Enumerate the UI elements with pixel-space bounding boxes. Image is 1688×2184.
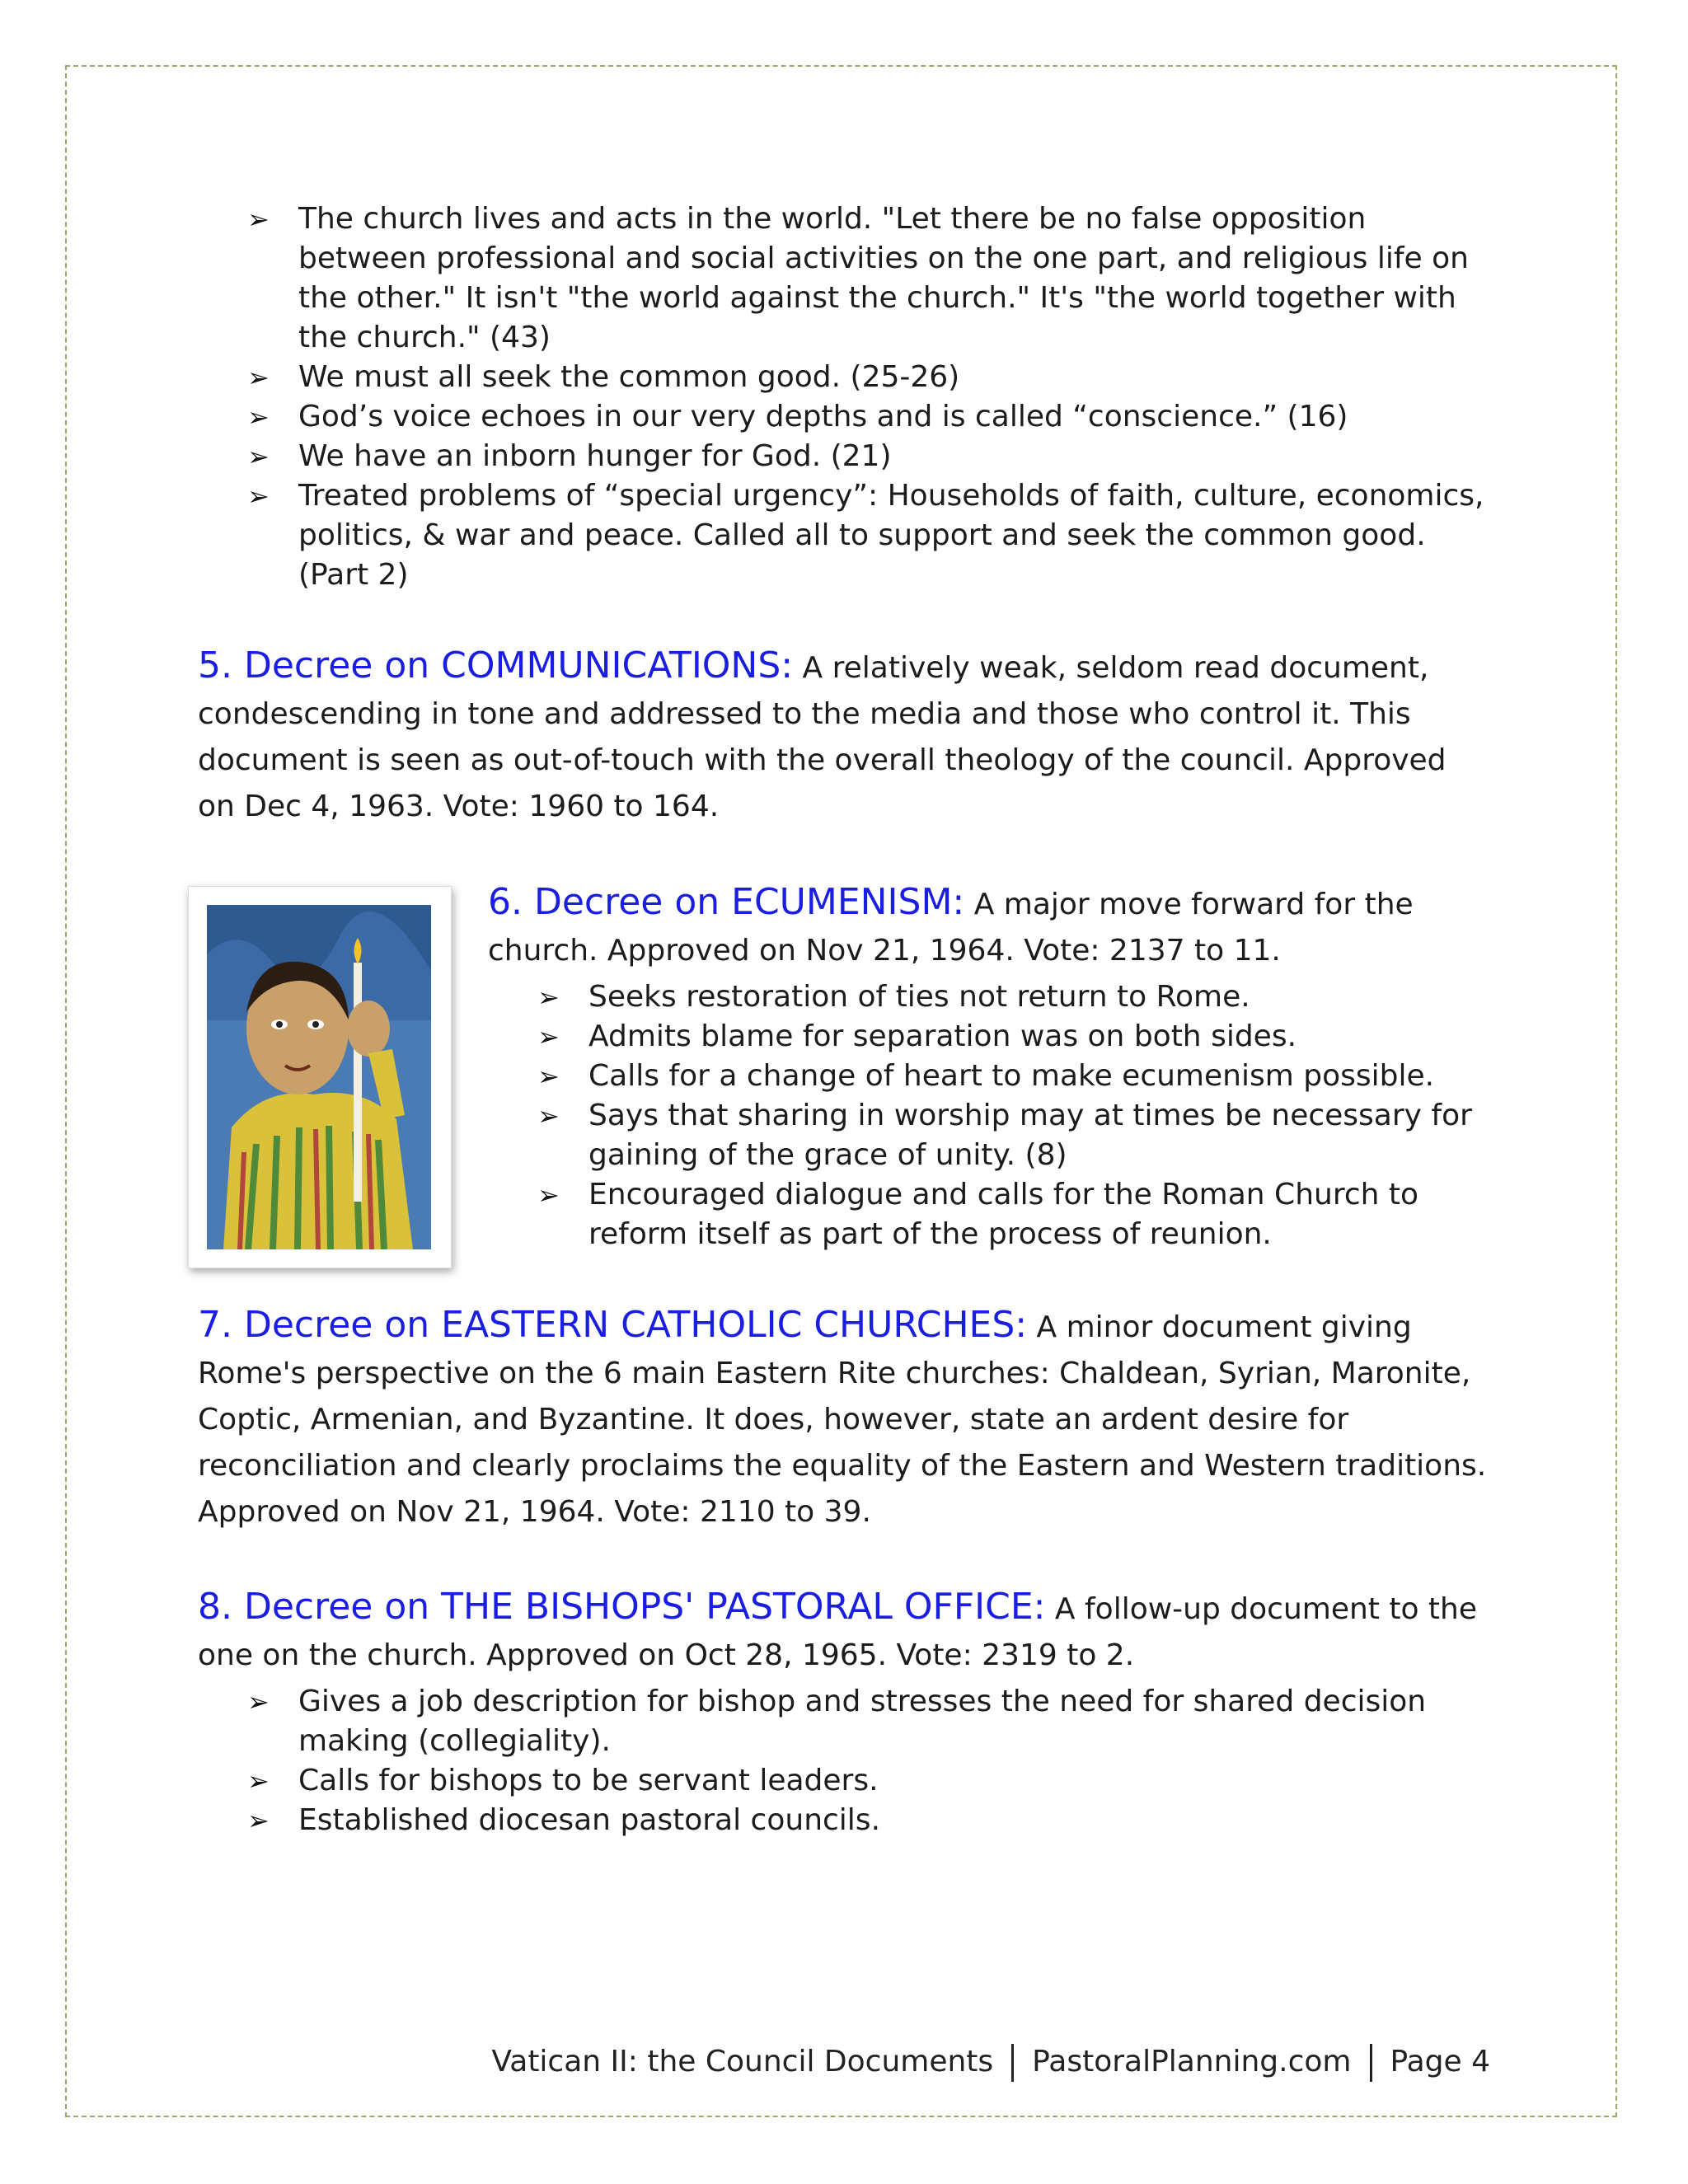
section-body: A minor document giving Rome's perspective on the 6 main Eastern Rite churches: Chaldean, Syrian, Maronite, Coptic, Armenian, and Byzantine. It does, however, state an ardent desire for reconciliation and clearly proclaims the equality of the Eastern and Western traditions. Approved on Nov 21, 1964. Vote: 2110 to 39. <box>198 1310 1487 1529</box>
list-item: ➢ Calls for a change of heart to make ecumenism possible. <box>488 1057 1492 1096</box>
section-eastern-churches <box>198 1302 1492 1535</box>
arrowhead-bullet-icon: ➢ <box>247 204 270 235</box>
list-item: ➢ Calls for bishops to be servant leaders. <box>198 1761 1492 1801</box>
arrowhead-bullet-icon: ➢ <box>537 1179 560 1211</box>
section-heading: 7. Decree on EASTERN CATHOLIC CHURCHES: <box>198 1304 1028 1346</box>
list-item: ➢ Treated problems of “special urgency”: Households of faith, culture, economics, politics, & war and peace. Called all to support and seek the common good. (Part 2) <box>198 476 1492 595</box>
page-footer <box>0 2044 1490 2082</box>
arrowhead-bullet-icon: ➢ <box>247 1686 270 1718</box>
arrowhead-bullet-icon: ➢ <box>247 480 270 512</box>
arrowhead-bullet-icon: ➢ <box>537 1100 560 1132</box>
section-heading: 6. Decree on ECUMENISM: <box>488 881 965 923</box>
list-item: ➢ The church lives and acts in the world. "Let there be no false opposition between professional and social activities on the one part, and religious life on the other." It isn't "the world against the church." It's "the world together with the church." (43) <box>198 199 1492 358</box>
footer-separator <box>1370 2044 1372 2082</box>
section-body: A relatively weak, seldom read document, condescending in tone and addressed to the media and those who control it. This document is seen as out-of-touch with the overall theology of the council. Approved on Dec 4, 1963. Vote: 1960 to 164. <box>198 651 1447 823</box>
footer-page-number: Page 4 <box>1390 2045 1490 2079</box>
list-item: ➢ Gives a job description for bishop and stresses the need for shared decision making (collegiality). <box>198 1682 1492 1761</box>
page-content <box>198 199 1492 1837</box>
list-item: ➢ Established diocesan pastoral councils. <box>198 1801 1492 1840</box>
list-item: ➢ God’s voice echoes in our very depths and is called “conscience.” (16) <box>198 397 1492 437</box>
bishops-bullet-list <box>198 1682 1492 1840</box>
arrowhead-bullet-icon: ➢ <box>247 362 270 393</box>
section-body: A follow-up document to the one on the church. Approved on Oct 28, 1965. Vote: 2319 to 2. <box>198 1592 1478 1672</box>
footer-separator <box>1011 2044 1014 2082</box>
section-ecumenism <box>198 879 1492 1254</box>
arrowhead-bullet-icon: ➢ <box>537 982 560 1013</box>
arrowhead-bullet-icon: ➢ <box>537 1061 560 1092</box>
section-heading: 5. Decree on COMMUNICATIONS: <box>198 644 794 687</box>
section-heading: 8. Decree on THE BISHOPS' PASTORAL OFFICE: <box>198 1586 1046 1628</box>
arrowhead-bullet-icon: ➢ <box>247 441 270 472</box>
list-item: ➢ Seeks restoration of ties not return to Rome. <box>488 977 1492 1017</box>
section-body: A major move forward for the church. Approved on Nov 21, 1964. Vote: 2137 to 11. <box>488 888 1414 968</box>
footer-doc-title: Vatican II: the Council Documents <box>491 2045 994 2079</box>
intro-bullet-list <box>198 199 1492 595</box>
footer-site: PastoralPlanning.com <box>1032 2045 1352 2079</box>
arrowhead-bullet-icon: ➢ <box>247 401 270 433</box>
list-item: ➢ We have an inborn hunger for God. (21) <box>198 437 1492 476</box>
list-item: ➢ Encouraged dialogue and calls for the Roman Church to reform itself as part of the process of reunion. <box>488 1175 1492 1254</box>
candle-figure-icon <box>207 905 431 1249</box>
ecumenism-bullet-list <box>488 977 1492 1254</box>
section-bishops-office <box>198 1584 1492 1840</box>
list-item: ➢ Says that sharing in worship may at times be necessary for gaining of the grace of unity. (8) <box>488 1096 1492 1175</box>
arrowhead-bullet-icon: ➢ <box>247 1805 270 1836</box>
candle-illustration <box>188 886 452 1268</box>
list-item: ➢ We must all seek the common good. (25-26) <box>198 358 1492 397</box>
list-item: ➢ Admits blame for separation was on both sides. <box>488 1017 1492 1057</box>
section-communications <box>198 643 1492 830</box>
arrowhead-bullet-icon: ➢ <box>247 1765 270 1797</box>
arrowhead-bullet-icon: ➢ <box>537 1021 560 1052</box>
